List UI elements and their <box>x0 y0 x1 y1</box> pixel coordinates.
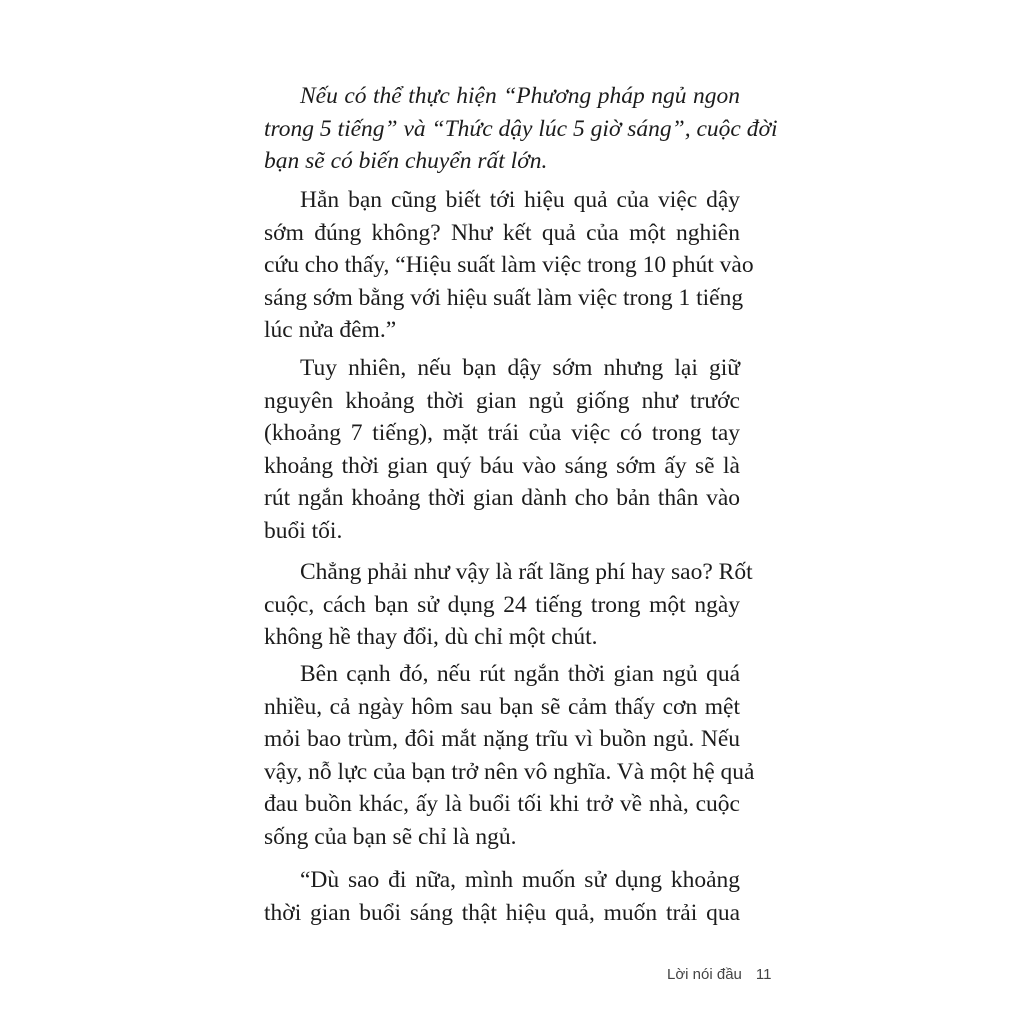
paragraph-line: nguyên khoảng thời gian ngủ giống như trước <box>264 387 740 414</box>
body-paragraph <box>264 352 740 547</box>
paragraph-line: Hẳn bạn cũng biết tới hiệu quả của việc dậy <box>300 187 740 213</box>
paragraph-line: khoảng thời gian quý báu vào sáng sớm ấy sẽ là <box>264 452 740 479</box>
paragraph-line: nhiều, cả ngày hôm sau bạn sẽ cảm thấy cơn mệt <box>264 693 740 720</box>
paragraph-line: rút ngắn khoảng thời gian dành cho bản thân vào <box>264 485 740 511</box>
paragraph-line: thời gian buổi sáng thật hiệu quả, muốn trải qua <box>264 899 740 926</box>
paragraph-line: trong 5 tiếng” và “Thức dậy lúc 5 giờ sáng”, cuộc đời <box>264 115 778 142</box>
paragraph-line: Bên cạnh đó, nếu rút ngắn thời gian ngủ quá <box>300 661 740 687</box>
intro-italic-paragraph <box>264 80 778 178</box>
body-paragraph <box>264 658 755 853</box>
paragraph-line: mỏi bao trùm, đôi mắt nặng trĩu vì buồn ngủ. Nếu <box>264 726 740 752</box>
paragraph-line: buổi tối. <box>264 517 343 544</box>
paragraph-line: cứu cho thấy, “Hiệu suất làm việc trong 10 phút vào <box>264 252 754 278</box>
paragraph-line: đau buồn khác, ấy là buổi tối khi trở về nhà, cuộc <box>264 791 740 817</box>
paragraph-line: sống của bạn sẽ chỉ là ngủ. <box>264 823 517 850</box>
paragraph-line: Nếu có thể thực hiện “Phương pháp ngủ ngon <box>300 83 740 109</box>
section-title: Lời nói đầu <box>667 966 742 983</box>
page-footer <box>667 966 771 983</box>
body-paragraph <box>264 556 753 654</box>
page-number: 11 <box>755 966 772 983</box>
paragraph-line: sớm đúng không? Như kết quả của một nghiên <box>264 219 740 246</box>
paragraph-line: vậy, nỗ lực của bạn trở nên vô nghĩa. Và một hệ quả <box>264 758 755 785</box>
paragraph-line: bạn sẽ có biến chuyển rất lớn. <box>264 148 548 174</box>
paragraph-line: Tuy nhiên, nếu bạn dậy sớm nhưng lại giữ <box>300 355 740 381</box>
paragraph-line: Chẳng phải như vậy là rất lãng phí hay sao? Rốt <box>300 559 753 585</box>
paragraph-line: không hề thay đổi, dù chỉ một chút. <box>264 624 598 650</box>
body-paragraph <box>264 864 740 929</box>
paragraph-line: lúc nửa đêm.” <box>264 317 397 343</box>
paragraph-line: (khoảng 7 tiếng), mặt trái của việc có trong tay <box>264 420 740 446</box>
paragraph-line: cuộc, cách bạn sử dụng 24 tiếng trong một ngày <box>264 591 740 618</box>
paragraph-line: “Dù sao đi nữa, mình muốn sử dụng khoảng <box>300 867 740 893</box>
paragraph-line: sáng sớm bằng với hiệu suất làm việc trong 1 tiếng <box>264 284 744 311</box>
body-paragraph <box>264 184 754 347</box>
